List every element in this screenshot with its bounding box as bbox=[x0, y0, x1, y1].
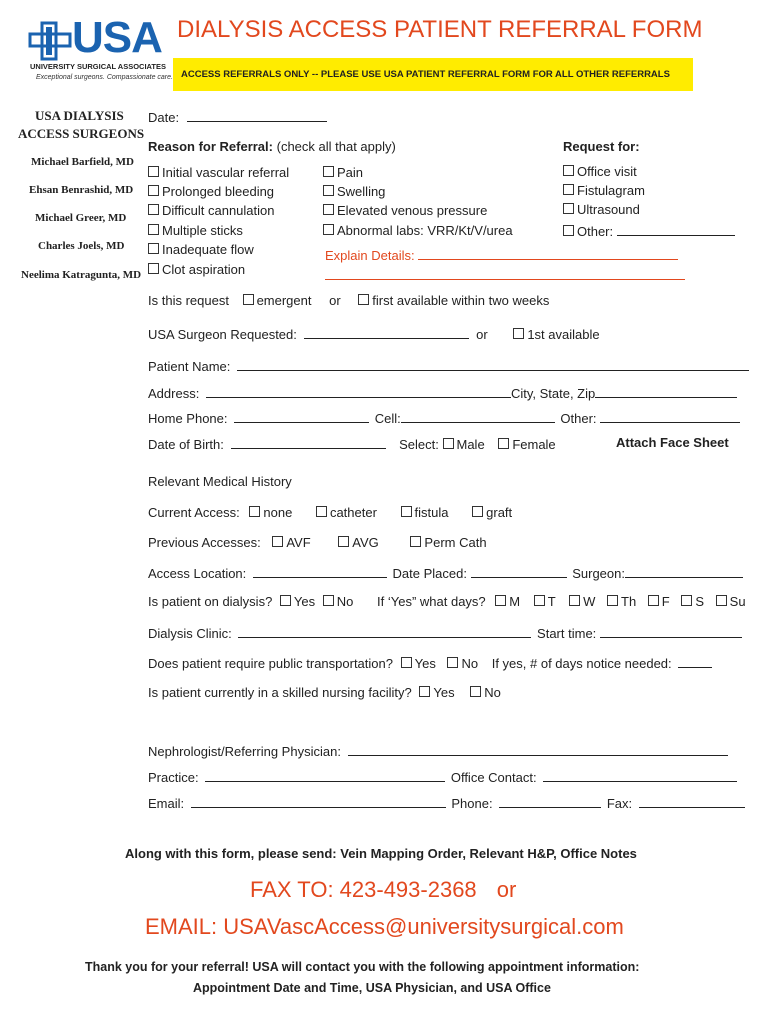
nephrologist-label: Nephrologist/Referring Physician: bbox=[148, 744, 341, 759]
day-t[interactable] bbox=[534, 594, 556, 609]
checkbox[interactable] bbox=[148, 224, 159, 235]
office-contact-label: Office Contact: bbox=[450, 770, 537, 785]
email-label: Email: bbox=[148, 796, 185, 811]
checkbox[interactable] bbox=[148, 166, 159, 177]
reason-label: Prolonged bleeding bbox=[162, 184, 275, 199]
city-label: City, State, Zip bbox=[510, 386, 596, 401]
email-row bbox=[148, 794, 745, 811]
banner bbox=[173, 58, 693, 91]
checkbox[interactable] bbox=[470, 686, 481, 697]
checkbox[interactable] bbox=[681, 595, 692, 606]
other-phone-field[interactable] bbox=[600, 409, 740, 423]
reason-swelling[interactable] bbox=[323, 184, 385, 199]
checkbox[interactable] bbox=[716, 595, 727, 606]
access-location-row bbox=[148, 564, 743, 581]
reason-pain[interactable] bbox=[323, 165, 363, 180]
fax-number: FAX TO: 423-493-2368 bbox=[250, 877, 477, 902]
practice-row bbox=[148, 768, 737, 785]
days-label: If ‘Yes” what days? bbox=[377, 594, 486, 609]
reason-header bbox=[148, 139, 396, 154]
request-label: Other: bbox=[577, 224, 614, 239]
date-placed-label: Date Placed: bbox=[392, 566, 467, 581]
explain-field[interactable] bbox=[418, 246, 678, 260]
address-row bbox=[148, 384, 737, 401]
address-field[interactable] bbox=[206, 384, 511, 398]
nephrologist-row bbox=[148, 742, 728, 759]
nephrologist-field[interactable] bbox=[348, 742, 728, 756]
checkbox[interactable] bbox=[447, 657, 458, 668]
cell-field[interactable] bbox=[401, 409, 555, 423]
checkbox[interactable] bbox=[563, 203, 574, 214]
city-field[interactable] bbox=[595, 384, 737, 398]
option-label: F bbox=[661, 594, 670, 609]
reason-label: Elevated venous pressure bbox=[337, 203, 488, 218]
thanks-line-2: Appointment Date and Time, USA Physician, and USA Office bbox=[193, 981, 551, 995]
date-placed-field[interactable] bbox=[471, 564, 567, 578]
checkbox[interactable] bbox=[607, 595, 618, 606]
first-available-option[interactable] bbox=[513, 327, 599, 342]
request-label: Fistulagram bbox=[577, 183, 645, 198]
request-fistulagram[interactable] bbox=[563, 183, 645, 198]
dob-field[interactable] bbox=[231, 435, 386, 449]
reason-label: Initial vascular referral bbox=[162, 165, 290, 180]
access-graft[interactable] bbox=[472, 505, 512, 520]
access-none[interactable] bbox=[249, 505, 292, 520]
transport-label: Does patient require public transportation? bbox=[148, 656, 393, 671]
or-text: or bbox=[329, 293, 341, 308]
reason-label: Reason for Referral: bbox=[148, 139, 273, 154]
request-label: Request for: bbox=[563, 139, 640, 154]
checkbox[interactable] bbox=[419, 686, 430, 697]
or-text: or bbox=[476, 327, 488, 342]
reason-inadequate[interactable] bbox=[148, 242, 254, 257]
fax-field[interactable] bbox=[639, 794, 745, 808]
checkbox[interactable] bbox=[563, 225, 574, 236]
checkbox[interactable] bbox=[472, 506, 483, 517]
practice-field[interactable] bbox=[205, 768, 445, 782]
option-label: No bbox=[484, 685, 501, 700]
request-ultrasound[interactable] bbox=[563, 202, 640, 217]
checkbox[interactable] bbox=[498, 438, 509, 449]
start-time-label: Start time: bbox=[537, 626, 597, 641]
checkbox[interactable] bbox=[280, 595, 291, 606]
option-label: AVG bbox=[352, 535, 379, 550]
request-label: Office visit bbox=[577, 164, 637, 179]
start-time-field[interactable] bbox=[600, 624, 742, 638]
checkbox[interactable] bbox=[272, 536, 283, 547]
day-su[interactable] bbox=[716, 594, 746, 609]
send-note: Along with this form, please send: Vein Mapping Order, Relevant H&P, Office Notes bbox=[125, 846, 637, 861]
option-label: Male bbox=[456, 437, 485, 452]
phone-row bbox=[148, 409, 740, 426]
patient-name-field[interactable] bbox=[237, 357, 749, 371]
checkbox[interactable] bbox=[323, 185, 334, 196]
previous-avf[interactable] bbox=[272, 535, 310, 550]
reason-label: Abnormal labs: VRR/Kt/V/urea bbox=[337, 223, 513, 238]
option-label: catheter bbox=[329, 505, 377, 520]
checkbox[interactable] bbox=[148, 263, 159, 274]
patient-name-row bbox=[148, 357, 749, 374]
urgency-emergent[interactable] bbox=[243, 293, 312, 308]
email-field[interactable] bbox=[191, 794, 446, 808]
surgeon-name: Michael Greer, MD bbox=[35, 212, 127, 224]
checkbox[interactable] bbox=[249, 506, 260, 517]
clinic-label: Dialysis Clinic: bbox=[148, 626, 232, 641]
reason-hint: (check all that apply) bbox=[276, 139, 396, 154]
surgeon-requested-label: USA Surgeon Requested: bbox=[148, 327, 297, 342]
snf-row bbox=[148, 685, 501, 700]
checkbox[interactable] bbox=[323, 204, 334, 215]
access-location-label: Access Location: bbox=[148, 566, 247, 581]
transport-yes[interactable] bbox=[401, 656, 436, 671]
notice-label: If yes, # of days notice needed: bbox=[491, 656, 672, 671]
logo-cross-icon bbox=[28, 21, 72, 61]
email-line[interactable]: EMAIL: USAVascAccess@universitysurgical.com bbox=[145, 914, 624, 939]
on-dialysis-row bbox=[148, 594, 746, 609]
option-label: T bbox=[547, 594, 556, 609]
dialysis-yes[interactable] bbox=[280, 594, 315, 609]
reason-prolonged[interactable] bbox=[148, 184, 274, 199]
option-label: fistula bbox=[414, 505, 449, 520]
option-label: W bbox=[583, 594, 596, 609]
checkbox[interactable] bbox=[323, 224, 334, 235]
reason-label: Multiple sticks bbox=[162, 223, 243, 238]
explain-row bbox=[325, 246, 678, 263]
urgency-label: Is this request bbox=[148, 293, 229, 308]
form-title: DIALYSIS ACCESS PATIENT REFERRAL FORM bbox=[177, 16, 703, 43]
urgency-row bbox=[148, 293, 549, 308]
request-label: Ultrasound bbox=[577, 202, 640, 217]
access-fistula[interactable] bbox=[401, 505, 449, 520]
date-field[interactable] bbox=[187, 108, 327, 122]
surgeon-requested-row bbox=[148, 325, 600, 342]
checkbox[interactable] bbox=[323, 595, 334, 606]
address-label: Address: bbox=[148, 386, 200, 401]
previous-access-label: Previous Accesses: bbox=[148, 535, 261, 550]
option-label: 1st available bbox=[527, 327, 600, 342]
explain-label: Explain Details: bbox=[325, 248, 415, 263]
dob-row bbox=[148, 435, 556, 452]
logo-subtitle: UNIVERSITY SURGICAL ASSOCIATES bbox=[30, 62, 166, 71]
checkbox[interactable] bbox=[513, 328, 524, 339]
option-label: none bbox=[263, 505, 293, 520]
patient-name-label: Patient Name: bbox=[148, 359, 231, 374]
access-catheter[interactable] bbox=[316, 505, 377, 520]
checkbox[interactable] bbox=[338, 536, 349, 547]
dialysis-no[interactable] bbox=[323, 594, 354, 609]
surgeon-label: Surgeon: bbox=[572, 566, 625, 581]
home-phone-field[interactable] bbox=[234, 409, 369, 423]
office-contact-field[interactable] bbox=[543, 768, 737, 782]
reason-label: Difficult cannulation bbox=[162, 203, 275, 218]
logo bbox=[28, 13, 173, 90]
logo-tagline: Exceptional surgeons. Compassionate care. bbox=[36, 74, 173, 81]
option-label: S bbox=[695, 594, 705, 609]
day-w[interactable] bbox=[569, 594, 595, 609]
checkbox[interactable] bbox=[563, 165, 574, 176]
fax-line bbox=[250, 877, 516, 903]
checkbox[interactable] bbox=[648, 595, 659, 606]
checkbox[interactable] bbox=[534, 595, 545, 606]
snf-label: Is patient currently in a skilled nursing facility? bbox=[148, 685, 412, 700]
sidebar-heading-1: USA DIALYSIS bbox=[35, 108, 124, 123]
option-label: Yes bbox=[433, 685, 455, 700]
option-label: emergent bbox=[256, 293, 312, 308]
snf-no[interactable] bbox=[470, 685, 501, 700]
reason-difficult[interactable] bbox=[148, 203, 275, 218]
transport-row bbox=[148, 654, 712, 671]
attach-face-sheet: Attach Face Sheet bbox=[616, 435, 729, 450]
on-dialysis-label: Is patient on dialysis? bbox=[148, 594, 273, 609]
checkbox[interactable] bbox=[563, 184, 574, 195]
option-label: Su bbox=[729, 594, 746, 609]
option-label: No bbox=[461, 656, 479, 671]
checkbox[interactable] bbox=[316, 506, 327, 517]
option-label: No bbox=[336, 594, 354, 609]
surgeon-name: Michael Barfield, MD bbox=[31, 156, 134, 168]
date-label: Date: bbox=[148, 110, 180, 125]
reason-labs[interactable] bbox=[323, 223, 513, 238]
surgeon-name: Neelima Katragunta, MD bbox=[21, 269, 142, 281]
option-label: graft bbox=[486, 505, 513, 520]
previous-perm-cath[interactable] bbox=[410, 535, 486, 550]
clinic-field[interactable] bbox=[238, 624, 531, 638]
checkbox[interactable] bbox=[358, 294, 369, 305]
select-label: Select: bbox=[399, 437, 439, 452]
medical-history-heading: Relevant Medical History bbox=[148, 474, 292, 489]
banner-text: ACCESS REFERRALS ONLY -- PLEASE USE USA PATIENT REFERRAL FORM FOR ALL OTHER REFERRALS bbox=[181, 69, 670, 80]
option-label: AVF bbox=[286, 535, 311, 550]
female-option[interactable] bbox=[498, 437, 555, 452]
reason-label: Inadequate flow bbox=[162, 242, 254, 257]
day-th[interactable] bbox=[607, 594, 636, 609]
surgeon-name: Ehsan Benrashid, MD bbox=[29, 184, 134, 196]
checkbox[interactable] bbox=[323, 166, 334, 177]
checkbox[interactable] bbox=[401, 657, 412, 668]
checkbox[interactable] bbox=[148, 243, 159, 254]
surgeon-requested-field[interactable] bbox=[304, 325, 469, 339]
request-other-field[interactable] bbox=[617, 222, 735, 236]
checkbox[interactable] bbox=[495, 595, 506, 606]
reason-initial[interactable] bbox=[148, 165, 289, 180]
explain-field-line2[interactable] bbox=[325, 279, 685, 280]
sidebar-heading-2: ACCESS SURGEONS bbox=[18, 126, 145, 141]
checkbox[interactable] bbox=[148, 185, 159, 196]
checkbox[interactable] bbox=[243, 294, 254, 305]
option-label: M bbox=[509, 594, 521, 609]
transport-no[interactable] bbox=[447, 656, 478, 671]
option-label: Female bbox=[512, 437, 556, 452]
phone-field[interactable] bbox=[499, 794, 601, 808]
male-option[interactable] bbox=[443, 437, 485, 452]
option-label: Yes bbox=[293, 594, 316, 609]
reason-clot[interactable] bbox=[148, 262, 245, 277]
fax-label: Fax: bbox=[606, 796, 633, 811]
surgeon-name: Charles Joels, MD bbox=[38, 240, 125, 252]
date-row bbox=[148, 108, 327, 125]
request-other[interactable] bbox=[563, 222, 735, 239]
home-phone-label: Home Phone: bbox=[148, 411, 228, 426]
option-label: first available within two weeks bbox=[372, 293, 550, 308]
reason-label: Swelling bbox=[337, 184, 386, 199]
snf-yes[interactable] bbox=[419, 685, 454, 700]
reason-label: Clot aspiration bbox=[162, 262, 246, 277]
request-office[interactable] bbox=[563, 164, 637, 179]
previous-access-row bbox=[148, 535, 487, 550]
checkbox[interactable] bbox=[443, 438, 454, 449]
checkbox[interactable] bbox=[569, 595, 580, 606]
urgency-first[interactable] bbox=[358, 293, 549, 308]
reason-label: Pain bbox=[337, 165, 364, 180]
current-access-label: Current Access: bbox=[148, 505, 240, 520]
option-label: Th bbox=[621, 594, 637, 609]
fax-or: or bbox=[496, 877, 517, 902]
day-f[interactable] bbox=[648, 594, 670, 609]
previous-avg[interactable] bbox=[338, 535, 379, 550]
day-m[interactable] bbox=[495, 594, 520, 609]
notice-field[interactable] bbox=[678, 654, 712, 668]
phone-label: Phone: bbox=[451, 796, 493, 811]
surgeon-field[interactable] bbox=[625, 564, 743, 578]
day-s[interactable] bbox=[681, 594, 704, 609]
dialysis-clinic-row bbox=[148, 624, 742, 641]
option-label: Yes bbox=[414, 656, 436, 671]
other-phone-label: Other: bbox=[560, 411, 597, 426]
dob-label: Date of Birth: bbox=[148, 437, 224, 452]
access-location-field[interactable] bbox=[253, 564, 387, 578]
thanks-line-1: Thank you for your referral! USA will contact you with the following appointment information: bbox=[85, 960, 640, 974]
logo-text: USA bbox=[72, 13, 162, 62]
current-access-row bbox=[148, 505, 512, 520]
checkbox[interactable] bbox=[148, 204, 159, 215]
option-label: Perm Cath bbox=[424, 535, 487, 550]
practice-label: Practice: bbox=[148, 770, 199, 785]
cell-label: Cell: bbox=[374, 411, 401, 426]
reason-venous[interactable] bbox=[323, 203, 487, 218]
reason-multiple[interactable] bbox=[148, 223, 243, 238]
checkbox[interactable] bbox=[410, 536, 421, 547]
checkbox[interactable] bbox=[401, 506, 412, 517]
